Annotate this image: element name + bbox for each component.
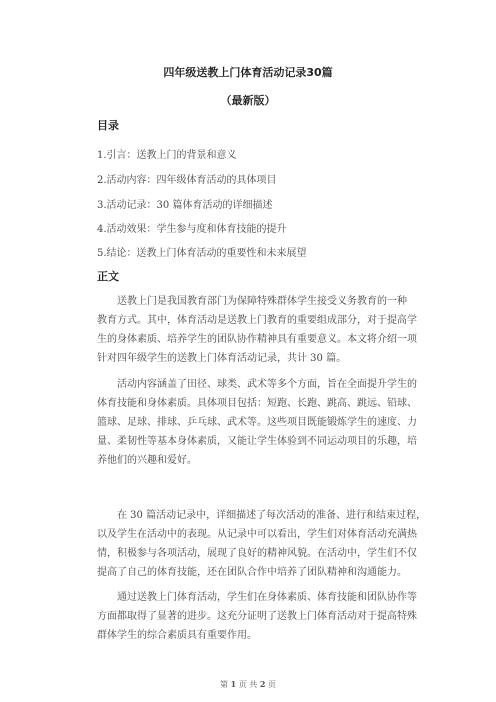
toc-item: 3.活动记录：30 篇体育活动的详细描述 — [97, 200, 273, 211]
toc-item: 4.活动效果：学生参与度和体育技能的提升 — [97, 224, 287, 235]
paragraph-line: 量、柔韧性等基本身体素质，又能让学生体验到不同运动项目的乐趣，培 — [97, 436, 417, 447]
body-paragraph — [97, 292, 417, 368]
paragraph-line: 提高了自己的体育技能，还在团队合作中培养了团队精神和沟通能力。 — [97, 567, 407, 578]
toc-heading: 目录 — [97, 119, 119, 132]
footer-suffix: 页 — [267, 680, 276, 689]
total-page-count: 2 — [259, 679, 266, 689]
body-paragraph — [97, 588, 417, 645]
paragraph-line: 篮球、足球、排球、乒乓球、武术等。这些项目既能锻炼学生的速度、力 — [97, 417, 417, 428]
body-heading: 正文 — [97, 270, 119, 283]
paragraph-line: 活动内容涵盖了田径、球类、武术等多个方面，旨在全面提升学生的 — [117, 379, 417, 390]
document-subtitle: （最新版） — [220, 94, 276, 107]
paragraph-line: 教育方式。其中，体育活动是送教上门教育的重要组成部分，对于提高学 — [97, 315, 417, 326]
paragraph-line: 生的身体素质、培养学生的团队协作精神具有重要意义。本文将介绍一项 — [97, 334, 417, 345]
page-number-footer — [0, 679, 496, 690]
toc-item: 1.引言：送教上门的背景和意义 — [97, 150, 237, 161]
body-paragraph — [97, 506, 427, 582]
paragraph-line: 以及学生在活动中的表现。从记录中可以看出，学生们对体育活动充满热 — [97, 529, 417, 540]
toc-item: 5.结论：送教上门体育活动的重要性和未来展望 — [97, 248, 307, 259]
body-paragraph — [97, 375, 417, 470]
paragraph-line: 情，积极参与各项活动，展现了良好的精神风貌。在活动中，学生们不仅 — [97, 548, 417, 559]
paragraph-line: 群体学生的综合素质具有重要作用。 — [97, 630, 257, 641]
paragraph-line: 体育技能和身体素质。具体项目包括：短跑、长跑、跳高、跳远、铅球、 — [97, 398, 417, 409]
paragraph-line: 方面都取得了显著的进步。这充分证明了送教上门体育活动对于提高特殊 — [97, 611, 417, 622]
footer-prefix: 第 — [220, 680, 229, 689]
paragraph-line: 通过送教上门体育活动，学生们在身体素质、体育技能和团队协作等 — [117, 592, 417, 603]
footer-middle: 页 共 — [238, 680, 258, 689]
paragraph-line: 在 30 篇活动记录中，详细描述了每次活动的准备、进行和结束过程， — [117, 510, 427, 521]
document-title: 四年级送教上门体育活动记录30篇 — [163, 66, 333, 79]
paragraph-line: 养他们的兴趣和爱好。 — [97, 455, 197, 466]
toc-item: 2.活动内容：四年级体育活动的具体项目 — [97, 175, 277, 186]
current-page-number: 1 — [230, 679, 237, 689]
paragraph-line: 针对四年级学生的送教上门体育活动记录，共计 30 篇。 — [97, 353, 347, 364]
paragraph-line: 送教上门是我国教育部门为保障特殊群体学生接受义务教育的一种 — [117, 296, 407, 307]
